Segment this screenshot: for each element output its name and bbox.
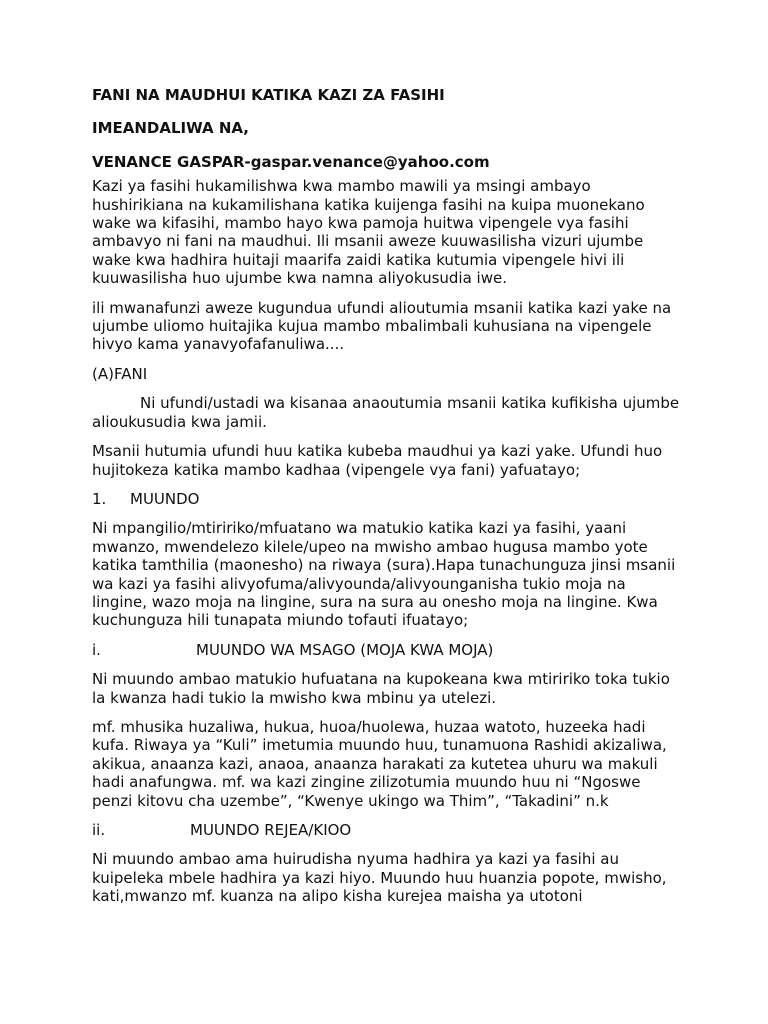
sub-item-number: ii.: [92, 821, 106, 839]
item-muundo-heading: [92, 490, 682, 508]
section-a-heading: (A)FANI: [92, 364, 148, 383]
muundo-paragraph: Ni mpangilio/mtiririko/mfuatano wa matukio katika kazi ya fasihi, yaani mwanzo, mwendelezo kilele/upeo na mwisho ambao hugusa mambo yote katika tamthilia (maonesho) na riwaya (sura).Hapa tunachunguza jinsi msanii wa kazi ya fasihi alivyofuma/alivyounda/alivyounganisha tukio moja na lingine, wazo moja na lingine, sura na sura au onesho moja na lingine. Kwa kuchunguza hili tunapata miundo tofauti ifuatayo;: [92, 519, 676, 630]
fani-definition-paragraph: [92, 394, 682, 431]
item-title: MUUNDO: [130, 489, 200, 508]
msago-paragraph: Ni muundo ambao matukio hufuatana na kupokeana kwa mtiririko toka tukio la kwanza hadi tukio la mwisho kwa mbinu ya utelezi.: [92, 670, 670, 707]
author-line: VENANCE GASPAR-gaspar.venance@yahoo.com: [92, 152, 490, 171]
sub-item-msago-heading: [92, 641, 682, 659]
student-paragraph: ili mwanafunzi aweze kugundua ufundi alioutumia msanii katika kazi yake na ujumbe uliomo huitajika kujua mambo mbalimbali kuhusiana na vipengele hivyo kama yanavyofafanuliwa....: [92, 298, 672, 354]
msago-example-paragraph: mf. mhusika huzaliwa, hukua, huoa/huolewa, huzaa watoto, huzeeka hadi kufa. Riwaya ya “Kuli” imetumia muundo huu, tunamuona Rashidi akizaliwa, akikua, anaanza kazi, anaoa, anaanza harakati za kutetea uhuru wa makuli hadi anafungwa. mf. wa kazi zingine zilizotumia muundo huu ni “Ngoswe penzi kitovu cha uzembe”, “Kwenye ukingo wa Thim”, “Takadini” n.k: [92, 717, 667, 810]
intro-paragraph: Kazi ya fasihi hukamilishwa kwa mambo mawili ya msingi ambayo hushirikiana na kukamilishana katika kuijenga fasihi na kuipa muonekano wake wa kifasihi, mambo hayo kwa pamoja huitwa vipengele vya fasihi ambavyo ni fani na maudhui. Ili msanii aweze kuuwasilisha vizuri ujumbe wake kwa hadhira huitaji maarifa zaidi katika kutumia vipengele hivi ili kuuwasilisha huo ujumbe kwa namna aliyokusudia iwe.: [92, 177, 645, 288]
prepared-by-line: IMEANDALIWA NA,: [92, 119, 249, 138]
sub-item-number: i.: [92, 640, 101, 659]
fani-definition-text: Ni ufundi/ustadi wa kisanaa anaoutumia msanii katika kufikisha ujumbe alioukusudia kwa jamii.: [92, 394, 680, 431]
fani-paragraph: Msanii hutumia ufundi huu katika kubeba maudhui ya kazi yake. Ufundi huo hujitokeza katika mambo kadhaa (vipengele vya fani) yafuatayo;: [92, 442, 663, 479]
item-number: 1.: [92, 489, 107, 508]
rejea-paragraph: Ni muundo ambao ama huirudisha nyuma hadhira ya kazi ya fasihi au kuipeleka mbele hadhira ya kazi hiyo. Muundo huu huanzia popote, mwisho, kati,mwanzo mf. kuanza na alipo kisha kurejea maisha ya utotoni: [92, 850, 667, 906]
sub-item-rejea-heading: [92, 821, 682, 839]
document-page: [92, 86, 682, 917]
sub-item-title: MUUNDO REJEA/KIOO: [190, 821, 352, 839]
sub-item-title: MUUNDO WA MSAGO (MOJA KWA MOJA): [196, 640, 494, 659]
document-title: FANI NA MAUDHUI KATIKA KAZI ZA FASIHI: [92, 86, 445, 104]
